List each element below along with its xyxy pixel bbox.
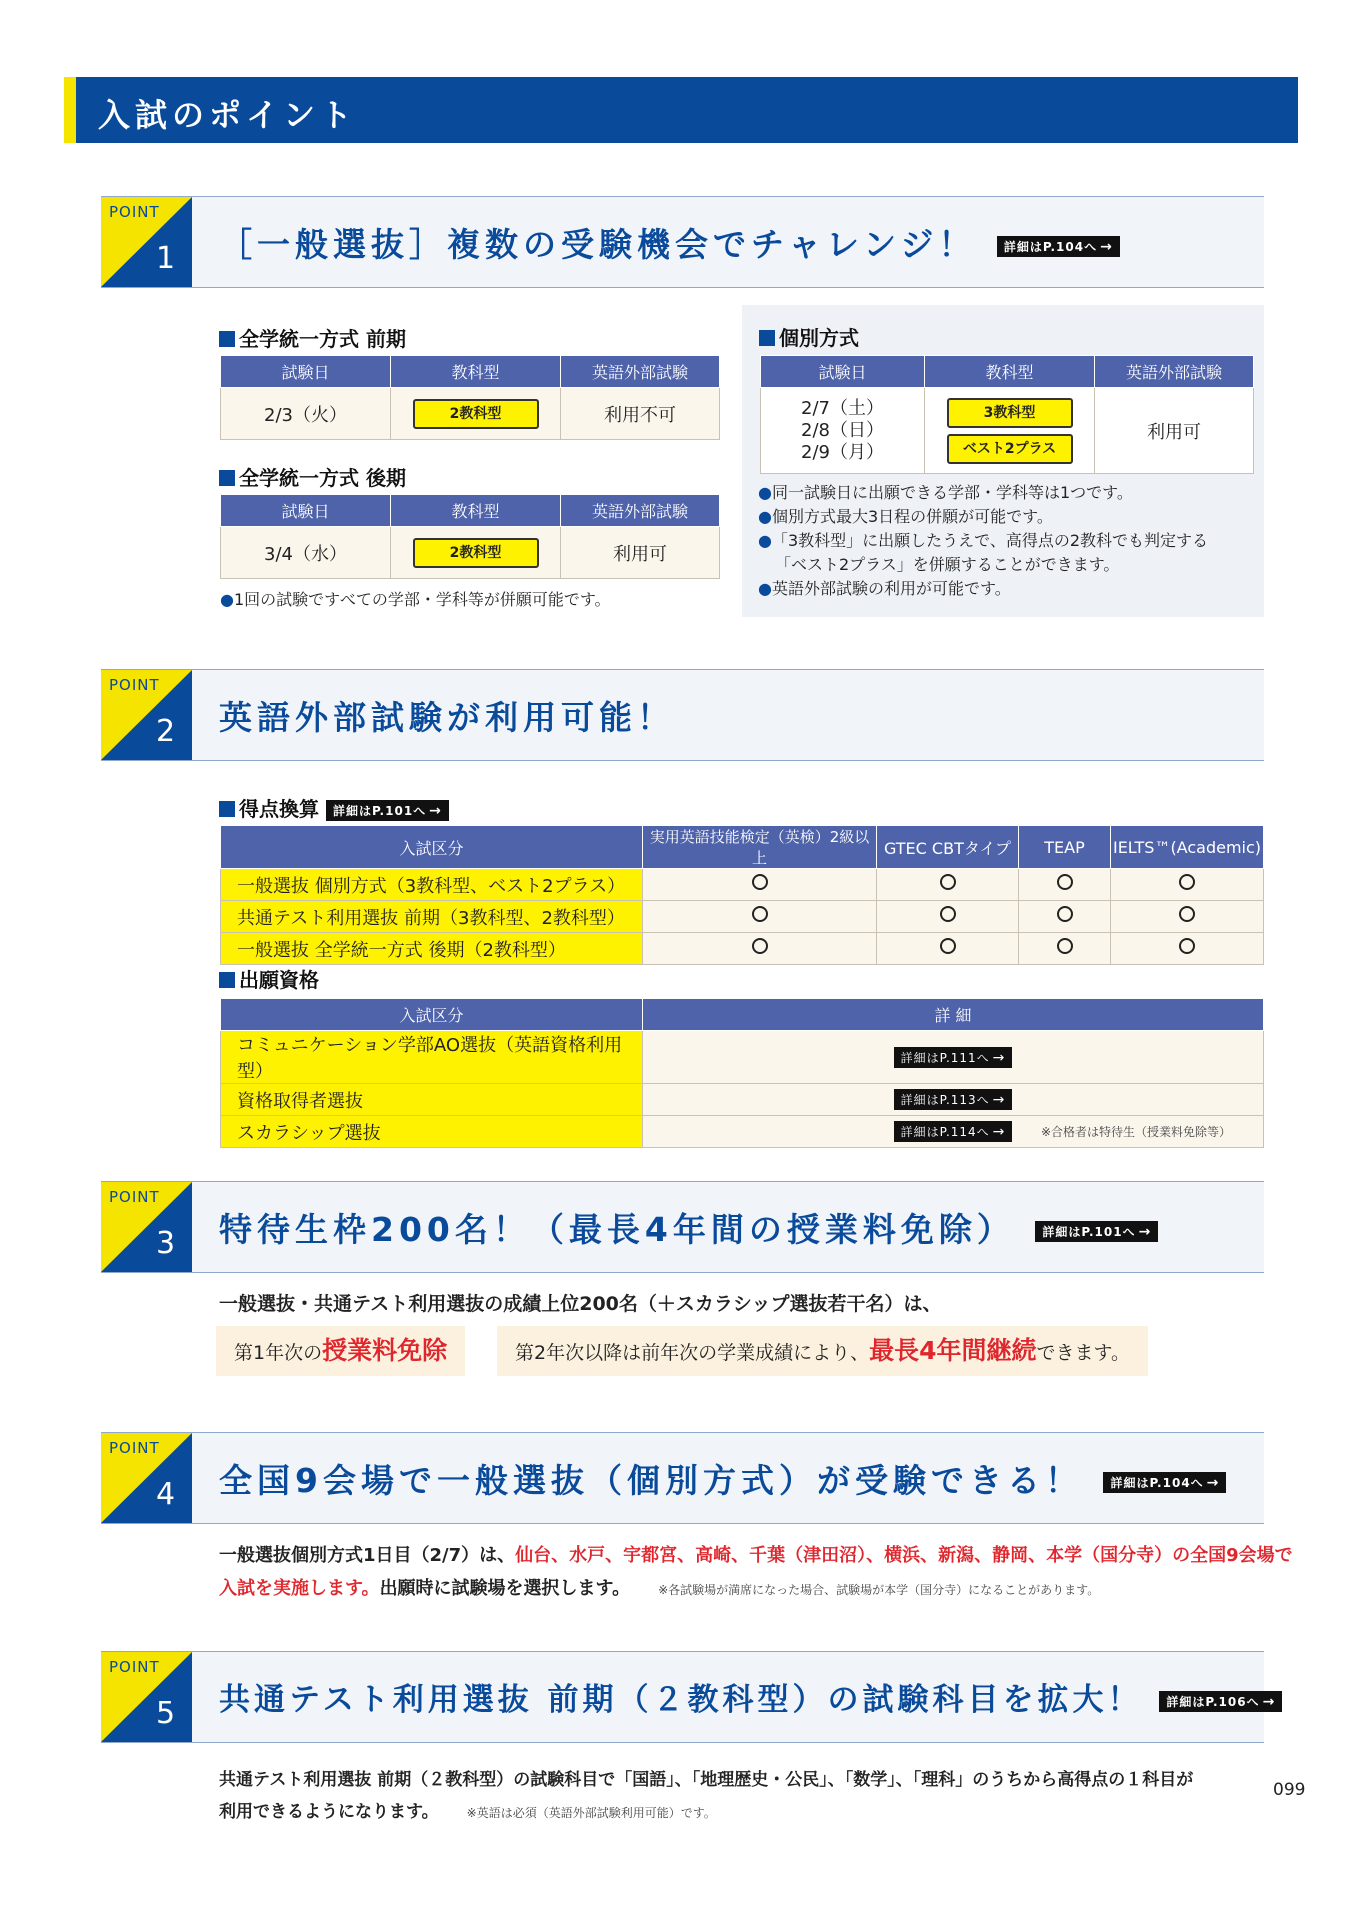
- ref-text: 詳細はP.106へ: [1166, 1695, 1260, 1709]
- ref-link[interactable]: [326, 800, 449, 821]
- circle-cell: [1111, 901, 1264, 933]
- exam-type-badge: 3教科型: [947, 398, 1073, 428]
- point-label: POINT: [109, 1188, 160, 1206]
- point-label: POINT: [109, 1658, 160, 1676]
- header-accent: [64, 77, 76, 143]
- point-2-banner: [101, 669, 1264, 761]
- zen-note-text: 1回の試験ですべての学部・学科等が併願可能です。: [233, 590, 611, 609]
- exam-date: 2/9（月）: [801, 441, 884, 463]
- exam-name: 一般選抜 個別方式（3教科型、ベスト2プラス）: [221, 869, 643, 901]
- point-title-text: 共通テスト利用選抜 前期（２教科型）の試験科目を拡大！: [219, 1682, 1143, 1718]
- detail-note: ※合格者は特待生（授業料免除等）: [1041, 1125, 1232, 1139]
- circle-cell: [877, 901, 1019, 933]
- table-row: [221, 933, 1264, 965]
- col-header-type: 教科型: [391, 495, 561, 527]
- col-header-exam: 入試区分: [221, 826, 643, 869]
- zen-note: [220, 588, 611, 612]
- elig-table: [220, 998, 1264, 1148]
- point-5-banner: [101, 1651, 1276, 1743]
- circle-mark-icon: [1057, 906, 1073, 922]
- arrow-right-icon: →: [992, 1124, 1006, 1141]
- detail-cell: [643, 1084, 1264, 1116]
- point-label: POINT: [109, 203, 160, 221]
- kobetsu-table: [760, 355, 1254, 474]
- point-badge: [101, 670, 192, 760]
- eng-usage: 利用不可: [561, 388, 720, 440]
- exam-name: 一般選抜 全学統一方式 後期（2教科型）: [221, 933, 643, 965]
- p3-text: 一般選抜・共通テスト利用選抜の成績上位200名（＋スカラシップ選抜若干名）は、: [219, 1293, 942, 1315]
- circle-cell: [877, 933, 1019, 965]
- circle-mark-icon: [1179, 874, 1195, 890]
- col-header-gtec: GTEC CBTタイプ: [877, 826, 1019, 869]
- col-header-teap: TEAP: [1019, 826, 1111, 869]
- exam-dates-cell: [761, 388, 925, 474]
- col-header-date: 試験日: [221, 495, 391, 527]
- p4-line1: [219, 1541, 1293, 1567]
- point-title-text: ［一般選抜］複数の受験機会でチャレンジ！: [219, 225, 977, 264]
- point-label: POINT: [109, 676, 160, 694]
- section-koki-text: 全学統一方式 後期: [239, 466, 406, 490]
- exam-type-cell: [925, 388, 1095, 474]
- page-header: [64, 77, 1298, 143]
- page-title: 入試のポイント: [98, 96, 358, 134]
- point-number: 3: [156, 1226, 176, 1261]
- ref-text: 詳細はP.101へ: [1042, 1225, 1136, 1239]
- circle-cell: [1019, 901, 1111, 933]
- circle-cell: [1019, 869, 1111, 901]
- circle-cell: [643, 933, 877, 965]
- note-item: [758, 481, 1208, 505]
- p4-red-text: 仙台、水戸、宇都宮、高崎、千葉（津田沼）、横浜、新潟、静岡、本学（国分寺）の全国9会場で: [515, 1545, 1293, 1566]
- ref-link[interactable]: [894, 1121, 1013, 1142]
- bullet-dot-icon: ●: [758, 579, 772, 598]
- bullet-dot-icon: ●: [758, 507, 772, 526]
- ref-text: 詳細はP.101へ: [332, 804, 427, 818]
- pill-text: 第2年次以降は前年次の学業成績により、: [515, 1342, 870, 1364]
- point-title: [219, 1204, 1158, 1251]
- section-zenki-text: 全学統一方式 前期: [239, 327, 406, 351]
- exam-date: 2/3（火）: [221, 388, 391, 440]
- circle-cell: [643, 901, 877, 933]
- circle-mark-icon: [752, 938, 768, 954]
- col-header-date: 試験日: [761, 356, 925, 388]
- arrow-right-icon: →: [1138, 1224, 1152, 1240]
- exam-name: コミュニケーション学部AO選抜（英語資格利用型）: [221, 1031, 643, 1084]
- point-number: 1: [156, 241, 176, 276]
- col-header-eiken: 実用英語技能検定（英検）2級以上: [643, 826, 877, 869]
- section-kobetsu-label: [759, 322, 859, 351]
- p5-text: 利用できるようになります。: [219, 1802, 439, 1822]
- circle-cell: [643, 869, 877, 901]
- point-number: 5: [156, 1696, 176, 1731]
- point-3-banner: [101, 1181, 1264, 1273]
- section-kobetsu-text: 個別方式: [779, 326, 859, 350]
- circle-mark-icon: [1057, 874, 1073, 890]
- note-text: 同一試験日に出願できる学部・学科等は1つです。: [771, 483, 1133, 502]
- col-header-eng: 英語外部試験: [561, 356, 720, 388]
- p4-note: ※各試験場が満席になった場合、試験場が本学（国分寺）になることがあります。: [658, 1583, 1100, 1597]
- note-item: [758, 529, 1208, 553]
- section-elig-text: 出願資格: [239, 968, 319, 992]
- circle-mark-icon: [940, 938, 956, 954]
- ref-link[interactable]: [1035, 1221, 1158, 1242]
- exam-date: 2/7（土）: [801, 397, 884, 419]
- ref-text: 詳細はP.104へ: [1110, 1476, 1204, 1490]
- note-text: 「ベスト2プラス」を併願することができます。: [775, 555, 1120, 574]
- arrow-right-icon: →: [1262, 1694, 1276, 1710]
- square-bullet-icon: [219, 470, 235, 486]
- ref-text: 詳細はP.111へ: [900, 1050, 990, 1065]
- pill-tuition: [216, 1326, 465, 1376]
- point-title: 英語外部試験が利用可能！: [219, 698, 675, 737]
- p5-line1: 共通テスト利用選抜 前期（２教科型）の試験科目で「国語」、「地理歴史・公民」、「数学」、「理科」のうちから高得点の１科目が: [219, 1770, 1194, 1790]
- detail-cell: [643, 1116, 1264, 1148]
- col-header-detail: 詳 細: [643, 999, 1264, 1031]
- ref-link[interactable]: [894, 1047, 1013, 1068]
- arrow-right-icon: →: [429, 803, 442, 819]
- circle-mark-icon: [940, 906, 956, 922]
- exam-name: 資格取得者選抜: [221, 1084, 643, 1116]
- point-badge: [101, 1182, 192, 1272]
- arrow-right-icon: →: [992, 1049, 1006, 1066]
- note-text: 個別方式最大3日程の併願が可能です。: [771, 507, 1053, 526]
- eng-usage: 利用可: [1095, 388, 1254, 474]
- col-header-ielts: IELTS™(Academic): [1111, 826, 1264, 869]
- exam-type-cell: [391, 388, 561, 440]
- pill-text: 第1年次の: [234, 1342, 323, 1364]
- detail-cell: [643, 1031, 1264, 1084]
- point-badge: [101, 1652, 192, 1742]
- exam-type-badge: ベスト2プラス: [947, 434, 1073, 464]
- point-title: [219, 1455, 1226, 1502]
- note-text: 「3教科型」に出願したうえで、高得点の2教科でも判定する: [771, 531, 1209, 550]
- circle-mark-icon: [940, 874, 956, 890]
- section-zenki-label: [219, 323, 406, 352]
- p4-red-text: 入試を実施します。: [219, 1578, 380, 1599]
- circle-mark-icon: [752, 906, 768, 922]
- table-row: [221, 1084, 1264, 1116]
- arrow-right-icon: →: [1206, 1475, 1220, 1491]
- note-text: 英語外部試験の利用が可能です。: [771, 579, 1011, 598]
- ref-link[interactable]: [1159, 1691, 1282, 1712]
- square-bullet-icon: [219, 972, 235, 988]
- circle-cell: [877, 869, 1019, 901]
- section-score-label: [219, 793, 449, 822]
- col-header-eng: 英語外部試験: [561, 495, 720, 527]
- exam-date: 2/8（日）: [801, 419, 884, 441]
- point-badge: [101, 1433, 192, 1523]
- point-label: POINT: [109, 1439, 160, 1457]
- square-bullet-icon: [219, 331, 235, 347]
- point-4-banner: [101, 1432, 1264, 1524]
- bullet-dot-icon: ●: [758, 531, 772, 550]
- ref-link[interactable]: [1103, 1472, 1226, 1493]
- page-number: 099: [1273, 1780, 1306, 1800]
- ref-text: 詳細はP.104へ: [1003, 240, 1098, 254]
- p4-text: 出願時に試験場を選択します。: [379, 1578, 631, 1599]
- pill-highlight: 授業料免除: [322, 1336, 448, 1365]
- ref-link[interactable]: [894, 1089, 1013, 1110]
- point-title: [219, 1674, 1282, 1719]
- square-bullet-icon: [219, 801, 235, 817]
- zenki-table: [220, 355, 720, 440]
- score-table: [220, 825, 1264, 965]
- koki-table: [220, 494, 720, 579]
- point-title-text: 全国9会場で一般選抜（個別方式）が受験できる！: [219, 1461, 1083, 1500]
- arrow-right-icon: →: [992, 1092, 1006, 1109]
- eng-usage: 利用可: [561, 527, 720, 579]
- table-row: [221, 869, 1264, 901]
- ref-text: 詳細はP.114へ: [900, 1125, 990, 1140]
- circle-mark-icon: [1057, 938, 1073, 954]
- col-header-type: 教科型: [391, 356, 561, 388]
- point-number: 2: [156, 714, 176, 749]
- section-elig-label: [219, 964, 319, 993]
- point-title-text: 特待生枠200名！（最長4年間の授業料免除）: [219, 1210, 1015, 1249]
- ref-text: 詳細はP.113へ: [900, 1093, 990, 1108]
- point-title: [219, 219, 1120, 266]
- point-1-banner: [101, 196, 1264, 288]
- col-header-eng: 英語外部試験: [1095, 356, 1254, 388]
- pill-text: できます。: [1036, 1342, 1130, 1364]
- col-header-date: 試験日: [221, 356, 391, 388]
- table-row: [221, 901, 1264, 933]
- circle-cell: [1111, 869, 1264, 901]
- circle-cell: [1019, 933, 1111, 965]
- point-number: 4: [156, 1477, 176, 1512]
- bullet-dot-icon: ●: [220, 590, 234, 609]
- col-header-exam: 入試区分: [221, 999, 643, 1031]
- section-koki-label: [219, 462, 406, 491]
- kobetsu-notes: [758, 481, 1208, 601]
- arrow-right-icon: →: [1100, 239, 1113, 255]
- exam-type-cell: [391, 527, 561, 579]
- note-item: [758, 505, 1208, 529]
- pill-continue: [497, 1326, 1148, 1376]
- exam-type-badge: 2教科型: [413, 399, 539, 429]
- point-badge: [101, 197, 192, 287]
- p5-line2: [219, 1797, 716, 1822]
- exam-date: 3/4（水）: [221, 527, 391, 579]
- square-bullet-icon: [759, 330, 775, 346]
- note-item: [758, 577, 1208, 601]
- circle-mark-icon: [1179, 906, 1195, 922]
- circle-mark-icon: [752, 874, 768, 890]
- exam-type-badge: 2教科型: [413, 538, 539, 568]
- ref-link[interactable]: [997, 236, 1120, 257]
- pill-highlight: 最長4年間継続: [869, 1336, 1037, 1365]
- section-score-text: 得点換算: [239, 797, 319, 821]
- exam-name: スカラシップ選抜: [221, 1116, 643, 1148]
- p4-line2: [219, 1574, 1099, 1600]
- col-header-type: 教科型: [925, 356, 1095, 388]
- table-row: [221, 1031, 1264, 1084]
- table-row: [221, 1116, 1264, 1148]
- p4-text: 一般選抜個別方式1日目（2/7）は、: [219, 1545, 516, 1566]
- circle-mark-icon: [1179, 938, 1195, 954]
- bullet-dot-icon: ●: [758, 483, 772, 502]
- exam-name: 共通テスト利用選抜 前期（3教科型、2教科型）: [221, 901, 643, 933]
- circle-cell: [1111, 933, 1264, 965]
- p5-note: ※英語は必須（英語外部試験利用可能）です。: [466, 1806, 716, 1820]
